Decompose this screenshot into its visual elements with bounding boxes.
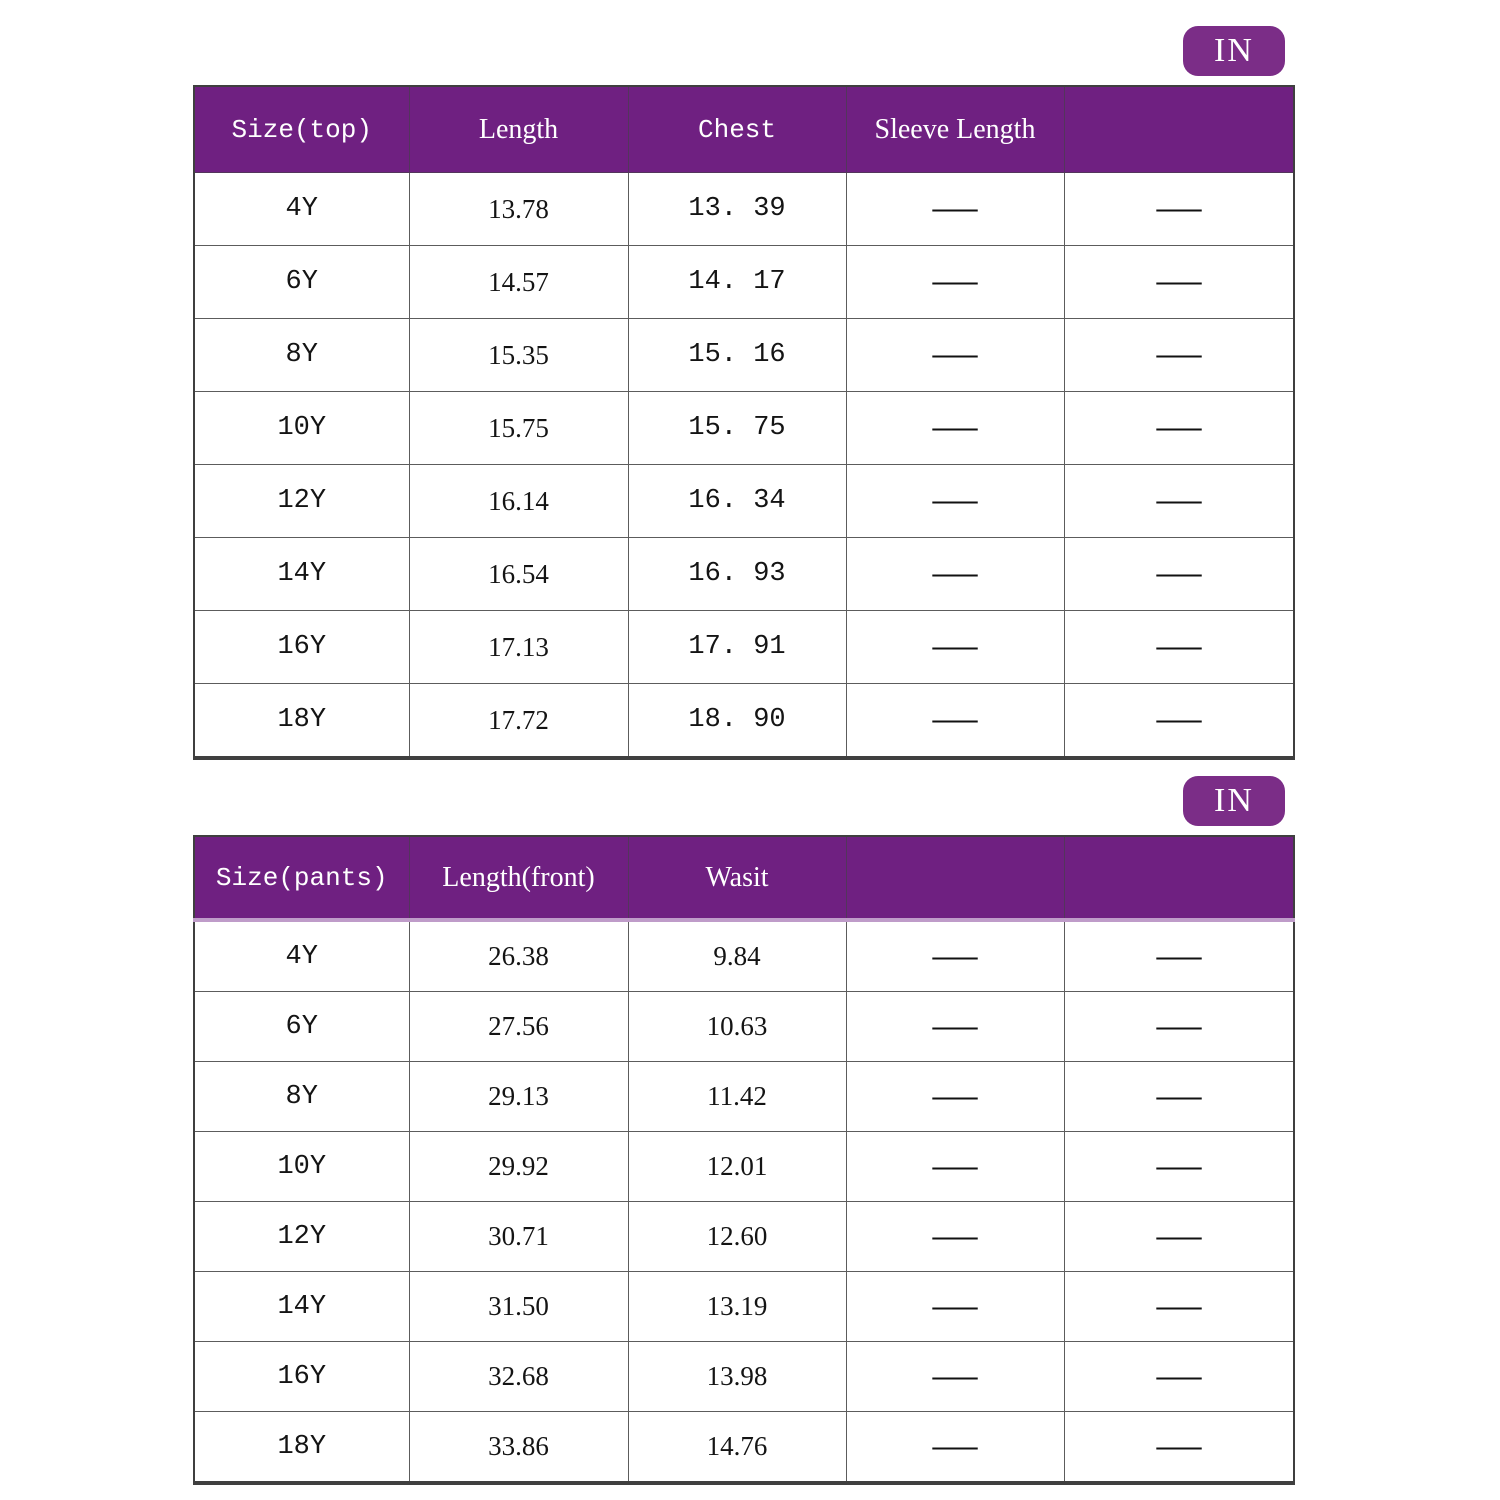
- cell-sleeve: [846, 319, 1064, 392]
- cell-length-front: 26.38: [409, 920, 628, 992]
- cell-sleeve: [846, 611, 1064, 684]
- cell-waist: 11.42: [628, 1062, 846, 1132]
- cell-chest: 15. 16: [628, 319, 846, 392]
- cell-size: 12Y: [194, 465, 409, 538]
- cell-length: 14.57: [409, 246, 628, 319]
- header-size-top: Size(top): [194, 86, 409, 173]
- dash-mark: —: [1156, 704, 1202, 735]
- dash-mark: —: [1156, 1010, 1202, 1042]
- dash-mark: —: [1156, 1290, 1202, 1322]
- cell-extra: [1064, 1202, 1294, 1272]
- table-row: [194, 319, 1294, 392]
- cell-extra: [1064, 392, 1294, 465]
- header-chest: Chest: [628, 86, 846, 173]
- dash-mark: —: [1156, 631, 1202, 662]
- cell-length-front: 29.13: [409, 1062, 628, 1132]
- cell-size: 14Y: [194, 1272, 409, 1342]
- dash-mark: —: [932, 1150, 978, 1182]
- dash-mark: —: [932, 1220, 978, 1252]
- cell-size: 6Y: [194, 246, 409, 319]
- cell-size: 16Y: [194, 611, 409, 684]
- cell-size: 12Y: [194, 1202, 409, 1272]
- cell-extra: [1064, 319, 1294, 392]
- cell-extra: [1064, 1132, 1294, 1202]
- table-row: [194, 246, 1294, 319]
- cell-extra: [1064, 1062, 1294, 1132]
- dash-mark: —: [1156, 412, 1202, 443]
- dash-mark: —: [932, 940, 978, 972]
- table-row: [194, 1272, 1294, 1342]
- dash-mark: —: [1156, 193, 1202, 224]
- cell-waist: 9.84: [628, 920, 846, 992]
- dash-mark: —: [932, 485, 978, 516]
- header-empty: [1064, 86, 1294, 173]
- cell-extra: [1064, 173, 1294, 246]
- cell-extra: [1064, 1272, 1294, 1342]
- cell-waist: 14.76: [628, 1412, 846, 1484]
- dash-mark: —: [1156, 1360, 1202, 1392]
- cell-waist: 12.60: [628, 1202, 846, 1272]
- cell-waist: 13.98: [628, 1342, 846, 1412]
- table-row: [194, 684, 1294, 759]
- dash-mark: —: [932, 412, 978, 443]
- cell-extra: [1064, 684, 1294, 759]
- cell-size: 8Y: [194, 1062, 409, 1132]
- cell-length-front: 29.92: [409, 1132, 628, 1202]
- cell-chest: 18. 90: [628, 684, 846, 759]
- dash-mark: —: [1156, 558, 1202, 589]
- cell-sleeve: [846, 392, 1064, 465]
- cell-chest: 13. 39: [628, 173, 846, 246]
- cell-length: 15.35: [409, 319, 628, 392]
- cell-sleeve: [846, 465, 1064, 538]
- cell-size: 16Y: [194, 1342, 409, 1412]
- cell-extra: [846, 920, 1064, 992]
- dash-mark: —: [932, 1080, 978, 1112]
- dash-mark: —: [932, 1010, 978, 1042]
- dash-mark: —: [932, 704, 978, 735]
- cell-extra: [846, 1062, 1064, 1132]
- cell-chest: 17. 91: [628, 611, 846, 684]
- table-row: [194, 173, 1294, 246]
- cell-size: 14Y: [194, 538, 409, 611]
- header-empty: [1064, 836, 1294, 920]
- cell-length-front: 30.71: [409, 1202, 628, 1272]
- dash-mark: —: [932, 631, 978, 662]
- cell-length-front: 32.68: [409, 1342, 628, 1412]
- header-sleeve-length: Sleeve Length: [846, 86, 1064, 173]
- table-row: [194, 1132, 1294, 1202]
- dash-mark: —: [932, 1360, 978, 1392]
- cell-waist: 10.63: [628, 992, 846, 1062]
- cell-sleeve: [846, 538, 1064, 611]
- cell-extra: [1064, 538, 1294, 611]
- cell-size: 4Y: [194, 920, 409, 992]
- table-header-row: [194, 836, 1294, 920]
- cell-size: 10Y: [194, 392, 409, 465]
- cell-length: 16.54: [409, 538, 628, 611]
- cell-extra: [846, 1202, 1064, 1272]
- cell-length: 13.78: [409, 173, 628, 246]
- table-row: [194, 1412, 1294, 1484]
- cell-chest: 16. 34: [628, 465, 846, 538]
- cell-size: 8Y: [194, 319, 409, 392]
- dash-mark: —: [932, 339, 978, 370]
- cell-size: 18Y: [194, 684, 409, 759]
- dash-mark: —: [932, 1290, 978, 1322]
- cell-extra: [1064, 1412, 1294, 1484]
- cell-extra: [1064, 1342, 1294, 1412]
- cell-extra: [846, 1342, 1064, 1412]
- cell-extra: [1064, 246, 1294, 319]
- cell-extra: [1064, 611, 1294, 684]
- cell-length-front: 31.50: [409, 1272, 628, 1342]
- table-row: [194, 611, 1294, 684]
- cell-length-front: 33.86: [409, 1412, 628, 1484]
- table-row: [194, 920, 1294, 992]
- cell-sleeve: [846, 173, 1064, 246]
- dash-mark: —: [1156, 485, 1202, 516]
- header-waist: Wasit: [628, 836, 846, 920]
- table-row: [194, 1342, 1294, 1412]
- header-empty: [846, 836, 1064, 920]
- cell-length: 17.72: [409, 684, 628, 759]
- cell-extra: [1064, 465, 1294, 538]
- dash-mark: —: [1156, 1150, 1202, 1182]
- header-length: Length: [409, 86, 628, 173]
- cell-extra: [846, 1132, 1064, 1202]
- cell-extra: [846, 992, 1064, 1062]
- cell-size: 18Y: [194, 1412, 409, 1484]
- cell-size: 10Y: [194, 1132, 409, 1202]
- dash-mark: —: [932, 1430, 978, 1462]
- cell-extra: [846, 1272, 1064, 1342]
- cell-chest: 16. 93: [628, 538, 846, 611]
- cell-chest: 15. 75: [628, 392, 846, 465]
- table-row: [194, 392, 1294, 465]
- table-row: [194, 1062, 1294, 1132]
- cell-extra: [1064, 920, 1294, 992]
- dash-mark: —: [1156, 940, 1202, 972]
- header-length-front: Length(front): [409, 836, 628, 920]
- cell-extra: [1064, 992, 1294, 1062]
- size-table-bottom: [193, 835, 1295, 1485]
- cell-waist: 13.19: [628, 1272, 846, 1342]
- table-row: [194, 992, 1294, 1062]
- header-size-pants: Size(pants): [194, 836, 409, 920]
- dash-mark: —: [1156, 1080, 1202, 1112]
- cell-size: 6Y: [194, 992, 409, 1062]
- size-table-top: [193, 85, 1295, 760]
- unit-badge-top: IN: [1183, 26, 1285, 76]
- cell-size: 4Y: [194, 173, 409, 246]
- cell-chest: 14. 17: [628, 246, 846, 319]
- table-header-row: [194, 86, 1294, 173]
- dash-mark: —: [932, 266, 978, 297]
- cell-sleeve: [846, 246, 1064, 319]
- dash-mark: —: [932, 193, 978, 224]
- cell-sleeve: [846, 684, 1064, 759]
- cell-waist: 12.01: [628, 1132, 846, 1202]
- cell-length: 15.75: [409, 392, 628, 465]
- dash-mark: —: [1156, 1220, 1202, 1252]
- table-row: [194, 465, 1294, 538]
- table-row: [194, 538, 1294, 611]
- cell-length: 16.14: [409, 465, 628, 538]
- dash-mark: —: [1156, 1430, 1202, 1462]
- table-row: [194, 1202, 1294, 1272]
- dash-mark: —: [1156, 339, 1202, 370]
- cell-length: 17.13: [409, 611, 628, 684]
- dash-mark: —: [1156, 266, 1202, 297]
- unit-badge-bottom: IN: [1183, 776, 1285, 826]
- cell-length-front: 27.56: [409, 992, 628, 1062]
- dash-mark: —: [932, 558, 978, 589]
- cell-extra: [846, 1412, 1064, 1484]
